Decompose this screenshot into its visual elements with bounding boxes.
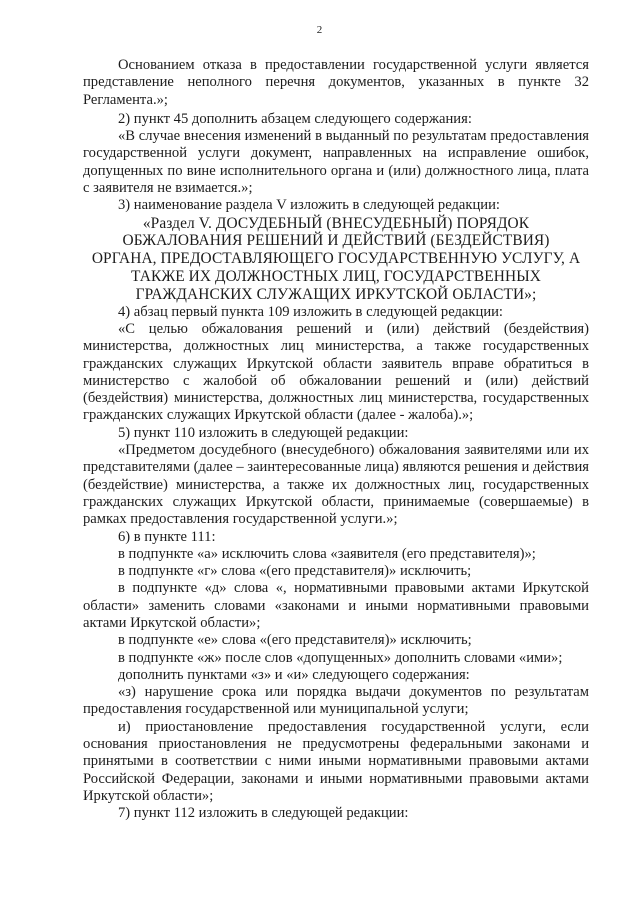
paragraph: 4) абзац первый пункта 109 изложить в следующей редакции:	[118, 303, 503, 320]
paragraph: «В случае внесения изменений в выданный по результатам предоставления государственной услуги документ, направленных на исправление ошибок, допущенных по вине исполнительного органа и (или) должностного лица, плата с заявителя не взимается.»;	[83, 128, 589, 197]
paragraph: в подпункте «ж» после слов «допущенных» дополнить словами «ими»;	[118, 649, 563, 666]
paragraph: «Предметом досудебного (внесудебного) обжалования заявителями или их представителями (далее – заинтересованные лица) являются решения и действия (бездействие) министерства, а также их должностных лиц, государственных гражданских служащих Иркутской области, принимаемые (совершаемые) в рамках предоставления государственной услуги.»;	[83, 442, 589, 528]
heading-line: ОРГАНА, ПРЕДОСТАВЛЯЮЩЕГО ГОСУДАРСТВЕННУЮ УСЛУГУ, А	[91, 250, 581, 268]
paragraph: и) приостановление предоставления государственной услуги, если основания приостановления не предусмотрены федеральными законами и принятыми в соответствии с ними иными нормативными правовыми актами Российской Федерации, законами и иными нормативными правовыми актами Иркутской области»;	[83, 718, 589, 804]
heading-line: ТАКЖЕ ИХ ДОЛЖНОСТНЫХ ЛИЦ, ГОСУДАРСТВЕННЫХ	[131, 268, 541, 286]
paragraph: 6) в пункте 111:	[118, 528, 216, 545]
paragraph: «С целью обжалования решений и (или) действий (бездействия) министерства, должностных лиц министерства, а также государственных гражданских служащих Иркутской области заявитель вправе обратиться в министерство с жалобой об обжаловании решений и (или) действий (бездействия) министерства, должностных лиц министерства, государственных гражданских служащих Иркутской области (далее - жалоба).»;	[83, 320, 589, 424]
paragraph: 5) пункт 110 изложить в следующей редакции:	[118, 424, 409, 441]
paragraph: Основанием отказа в предоставлении государственной услуги является представление неполного перечня документов, указанных в пункте 32 Регламента.»;	[83, 57, 589, 108]
paragraph: в подпункте «г» слова «(его представителя)» исключить;	[118, 563, 472, 580]
section-heading	[83, 215, 589, 304]
heading-line: «Раздел V. ДОСУДЕБНЫЙ (ВНЕСУДЕБНЫЙ) ПОРЯДОК	[142, 214, 530, 232]
document-body	[83, 57, 589, 823]
paragraph: «з) нарушение срока или порядка выдачи документов по результатам предоставления государственной или муниципальной услуги;	[83, 684, 589, 718]
paragraph: в подпункте «е» слова «(его представителя)» исключить;	[118, 632, 472, 649]
paragraph: в подпункте «д» слова «, нормативными правовыми актами Иркутской области» заменить словами «законами и иными нормативными правовыми актами Иркутской области»;	[83, 580, 589, 631]
heading-line: ОБЖАЛОВАНИЯ РЕШЕНИЙ И ДЕЙСТВИЙ (БЕЗДЕЙСТВИЯ)	[122, 232, 550, 250]
paragraph: 3) наименование раздела V изложить в следующей редакции:	[118, 197, 500, 214]
paragraph: 2) пункт 45 дополнить абзацем следующего содержания:	[118, 110, 472, 127]
paragraph: дополнить пунктами «з» и «и» следующего содержания:	[118, 666, 470, 683]
paragraph: в подпункте «а» исключить слова «заявителя (его представителя)»;	[118, 545, 536, 562]
paragraph: 7) пункт 112 изложить в следующей редакции:	[118, 805, 409, 822]
page-number: 2	[316, 24, 323, 36]
heading-line: ГРАЖДАНСКИХ СЛУЖАЩИХ ИРКУТСКОЙ ОБЛАСТИ»;	[135, 285, 537, 303]
